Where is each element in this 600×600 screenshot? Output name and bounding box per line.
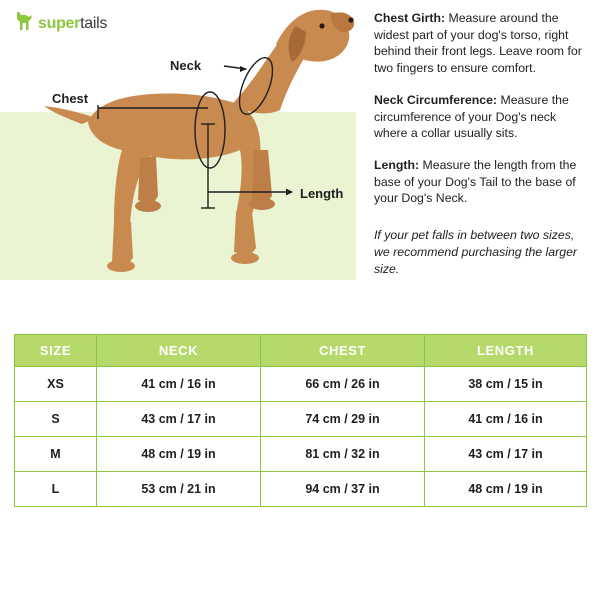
cell-neck: 48 cm / 19 in bbox=[97, 437, 261, 472]
sizing-note: If your pet falls in between two sizes, we recommend purchasing the larger size. bbox=[374, 228, 578, 276]
instruction-length bbox=[374, 157, 589, 207]
label-neck: Neck bbox=[170, 58, 202, 73]
table-row bbox=[15, 437, 587, 472]
cell-chest: 66 cm / 26 in bbox=[261, 367, 425, 402]
cell-length: 43 cm / 17 in bbox=[425, 437, 587, 472]
dog-measurement-diagram bbox=[0, 0, 356, 300]
column-header-length: LENGTH bbox=[425, 335, 587, 367]
cell-neck: 53 cm / 21 in bbox=[97, 472, 261, 507]
cell-chest: 94 cm / 37 in bbox=[261, 472, 425, 507]
dog-illustration bbox=[0, 0, 356, 300]
instructions-column bbox=[374, 10, 589, 292]
cell-length: 48 cm / 19 in bbox=[425, 472, 587, 507]
instruction-neck-circumference bbox=[374, 92, 589, 142]
column-header-neck: NECK bbox=[97, 335, 261, 367]
brand-name-part2: tails bbox=[80, 14, 108, 32]
table-row bbox=[15, 367, 587, 402]
instruction-chest-girth-title: Chest Girth: bbox=[374, 11, 446, 25]
cell-length: 41 cm / 16 in bbox=[425, 402, 587, 437]
instruction-length-body: Measure the length from the base of your Dog's Tail to the base of your Dog's Neck. bbox=[374, 158, 577, 206]
cell-length: 38 cm / 15 in bbox=[425, 367, 587, 402]
cell-chest: 81 cm / 32 in bbox=[261, 437, 425, 472]
instruction-chest-girth-body: Measure around the widest part of your dog's torso, right behind their front legs. Leave room for two fingers to ensure comfort. bbox=[374, 11, 582, 76]
instruction-neck-circumference-body: Measure the circumference of your Dog's neck where a collar usually sits. bbox=[374, 92, 569, 141]
table-row bbox=[15, 402, 587, 437]
cell-size: S bbox=[15, 402, 97, 437]
cell-size: XS bbox=[15, 367, 97, 402]
size-chart bbox=[14, 334, 586, 507]
instruction-neck-circumference-title: Neck Circumference: bbox=[374, 92, 498, 107]
column-header-chest: CHEST bbox=[261, 335, 425, 367]
label-chest: Chest bbox=[52, 91, 89, 106]
cell-neck: 43 cm / 17 in bbox=[97, 402, 261, 437]
brand-name-part1: super bbox=[38, 14, 81, 32]
table-header-row bbox=[15, 335, 587, 367]
instruction-length-title: Length: bbox=[374, 158, 420, 173]
label-length: Length bbox=[300, 186, 344, 201]
size-table bbox=[14, 334, 587, 507]
cell-neck: 41 cm / 16 in bbox=[97, 367, 261, 402]
cell-chest: 74 cm / 29 in bbox=[261, 402, 425, 437]
table-row bbox=[15, 472, 587, 507]
cell-size: L bbox=[15, 472, 97, 507]
cell-size: M bbox=[15, 437, 97, 472]
column-header-size: SIZE bbox=[15, 335, 97, 367]
instruction-chest-girth bbox=[374, 10, 589, 77]
